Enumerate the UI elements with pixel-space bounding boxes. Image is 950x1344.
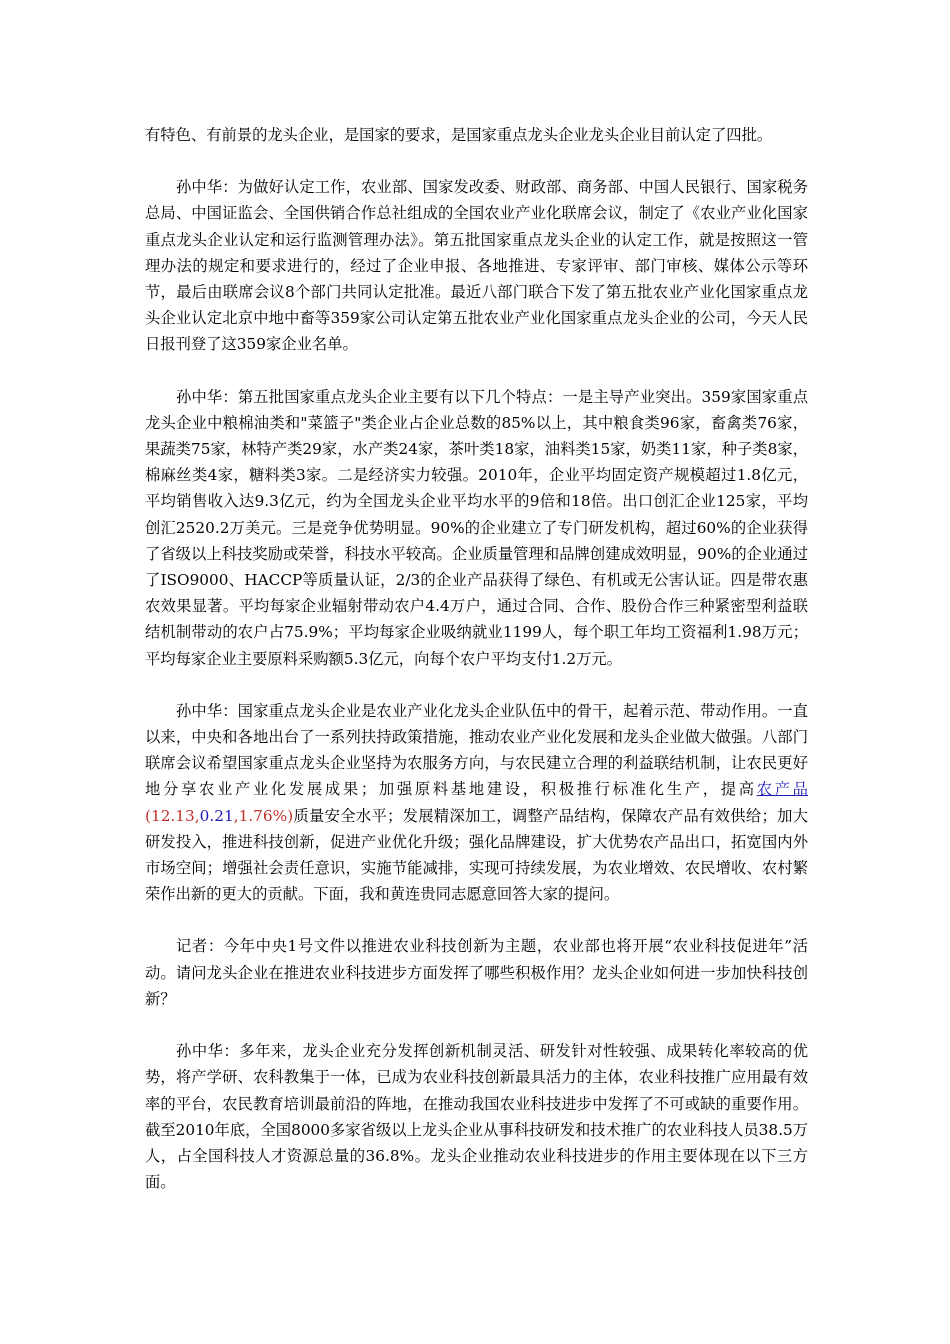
paragraph-4-text-before: 孙中华：国家重点龙头企业是农业产业化龙头企业队伍中的骨干，起着示范、带动作用。一直以来，中央和各地出台了一系列扶持政策措施，推动农业产业化发展和龙头企业做大做强。八部门联席会议希望国家重点龙头企业坚持为农服务方向，与农民建立合理的利益联结机制，让农民更好地分享农业产业化发展成果；加强原料基地建设，积极推行标准化生产，提高 — [145, 701, 808, 799]
paragraph-1: 有特色、有前景的龙头企业，是国家的要求，是国家重点龙头企业龙头企业目前认定了四批。 — [145, 126, 773, 144]
price-value-1: 12.13 — [150, 806, 195, 825]
paragraph-3: 孙中华：第五批国家重点龙头企业主要有以下几个特点：一是主导产业突出。359家国家重点龙头企业中粮棉油类和"菜篮子"类企业占企业总数的85%以上，其中粮食类96家，畜禽类76家，果蔬类75家，林特产类29家，水产类24家，茶叶类18家，油料类15家，奶类11家，种子类8家，棉麻丝类4家，糖料类3家。二是经济实力较强。2010年，企业平均固定资产规模超过1.8亿元，平均销售收入达9.3亿元，约为全国龙头企业平均水平的9倍和18倍。出口创汇企业125家，平均创汇2520.2万美元。三是竞争优势明显。90%的企业建立了专门研发机构，超过60%的企业获得了省级以上科技奖励或荣誉，科技水平较高。企业质量管理和品牌创建成效明显，90%的企业通过了ISO9000、HACCP等质量认证，2/3的企业产品获得了绿色、有机或无公害认证。四是带农惠农效果显著。平均每家企业辐射带动农户4.4万户，通过合同、合作、股份合作三种紧密型利益联结机制带动的农户占75.9%；平均每家企业吸纳就业1199人，每个职工年均工资福利1.98万元；平均每家企业主要原料采购额5.3亿元，向每个农户平均支付1.2万元。 — [145, 387, 808, 668]
paragraph-5: 记者：今年中央1号文件以推进农业科技创新为主题，农业部也将开展“农业科技促进年”活动。请问龙头企业在推进农业科技进步方面发挥了哪些积极作用？龙头企业如何进一步加快科技创新？ — [145, 937, 808, 1008]
price-value-3: 1.76% — [238, 806, 288, 825]
paragraph-4 — [145, 698, 808, 908]
price-separator-2: , — [233, 806, 239, 825]
article-body — [145, 122, 808, 1221]
paragraph-2: 孙中华：为做好认定工作，农业部、国家发改委、财政部、商务部、中国人民银行、国家税务总局、中国证监会、全国供销合作总社组成的全国农业产业化联席会议，制定了《农业产业化国家重点龙头企业认定和运行监测管理办法》。第五批国家重点龙头企业的认定工作，就是按照这一管理办法的规定和要求进行的，经过了企业申报、各地推进、专家评审、部门审核、媒体公示等环节，最后由联席会议8个部门共同认定批准。最近八部门联合下发了第五批农业产业化国家重点龙头企业认定北京中地中畜等359家公司认定第五批农业产业化国家重点龙头企业的公司，今天人民日报刊登了这359家企业名单。 — [145, 178, 808, 354]
price-paren-open: ( — [145, 806, 151, 825]
paragraph-4-text-after: 质量安全水平；发展精深加工，调整产品结构，保障农产品有效供给；加大研发投入，推进科技创新，促进产业优化升级；强化品牌建设，扩大优势农产品出口，拓宽国内外市场空间；增强社会责任意识，实施节能减排，实现可持续发展，为农业增效、农民增收、农村繁荣作出新的更大的贡献。下面，我和黄连贵同志愿意回答大家的提问。 — [145, 806, 808, 904]
price-separator-1: , — [194, 806, 200, 825]
price-value-2: 0.21 — [199, 806, 234, 825]
paragraph-6: 孙中华：多年来，龙头企业充分发挥创新机制灵活、研发针对性较强、成果转化率较高的优势，将产学研、农科教集于一体，已成为农业科技创新最具活力的主体，农业科技推广应用最有效率的平台，农民教育培训最前沿的阵地，在推动我国农业科技进步中发挥了不可或缺的重要作用。截至2010年底，全国8000多家省级以上龙头企业从事科技研发和技术推广的农业科技人员38.5万人，占全国科技人才资源总量的36.8%。龙头企业推动农业科技进步的作用主要体现在以下三方面。 — [145, 1042, 808, 1192]
agricultural-products-link[interactable]: 农产品 — [756, 780, 808, 799]
price-paren-close: ) — [287, 806, 294, 825]
